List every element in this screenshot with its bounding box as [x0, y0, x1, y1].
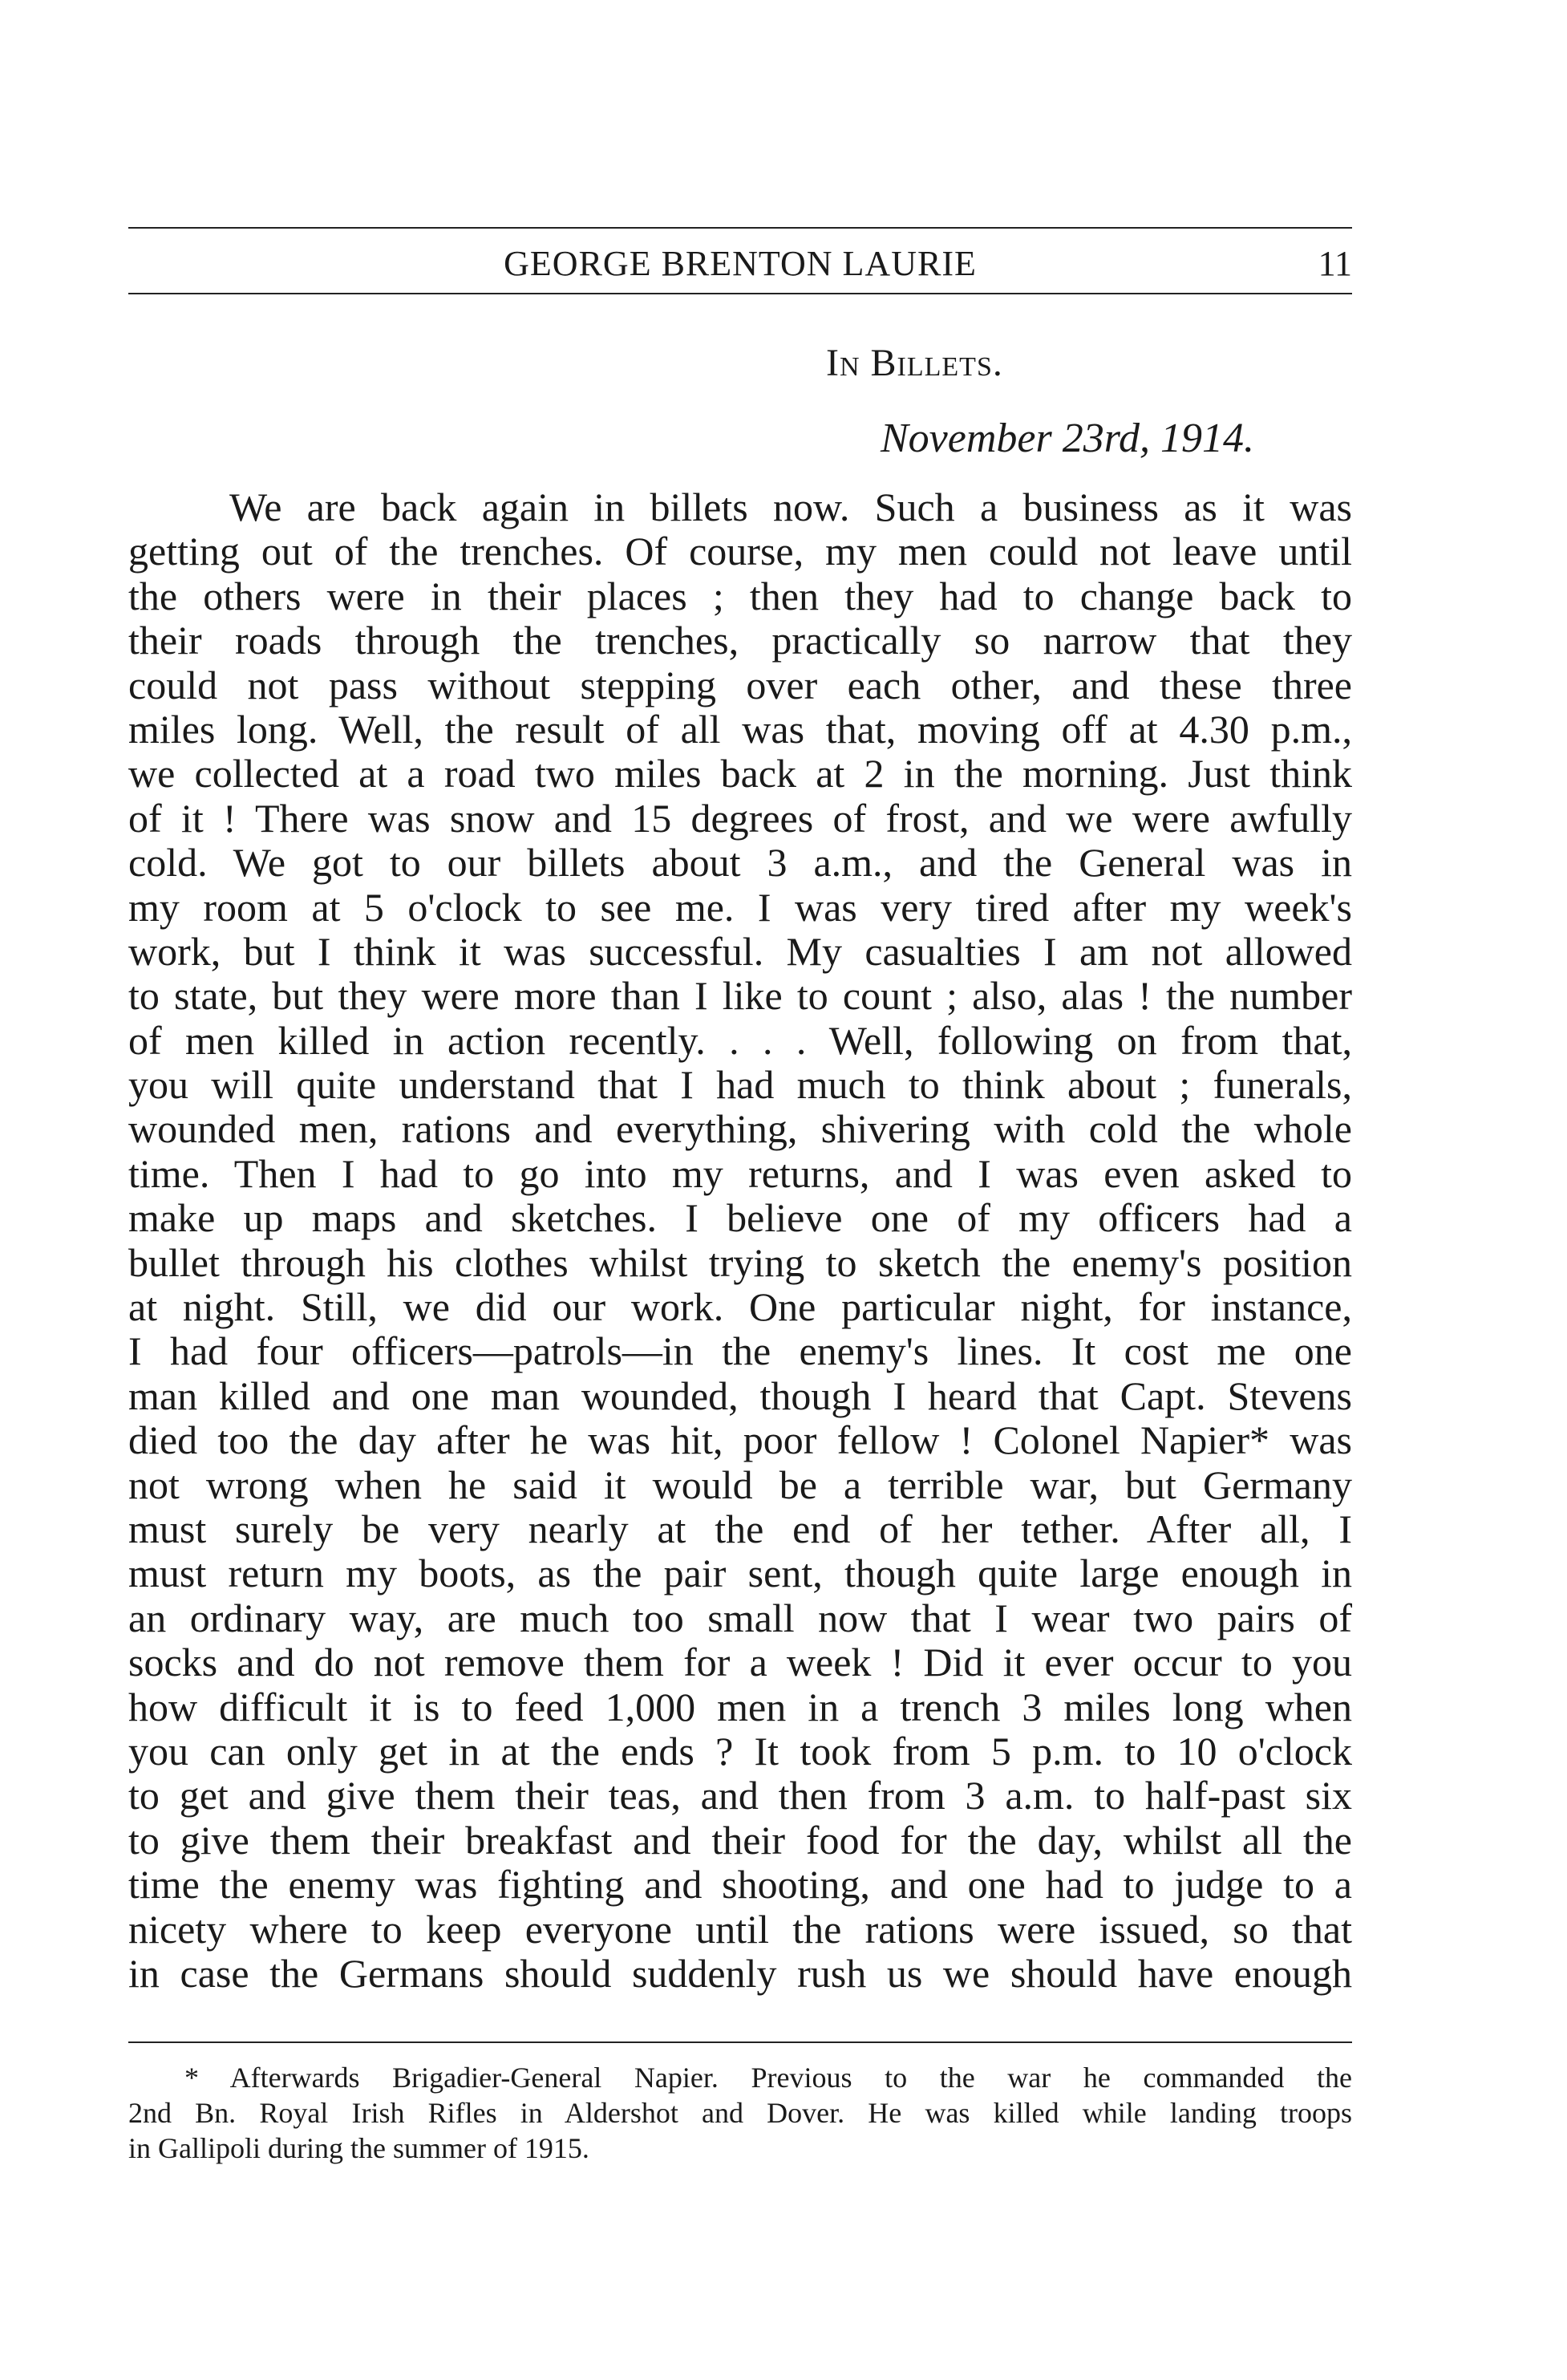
body-line: we collected at a road two miles back at 2 in the morning. Just think [128, 751, 1352, 797]
body-line: of it ! There was snow and 15 degrees of frost, and we were awfully [128, 795, 1352, 841]
body-line: to give them their breakfast and their food for the day, whilst all the [128, 1817, 1352, 1863]
body-line: time the enemy was fighting and shooting, and one had to judge to a [128, 1862, 1352, 1908]
section-heading: In Billets. [826, 342, 1003, 384]
body-line: wounded men, rations and everything, shivering with cold the whole [128, 1106, 1352, 1152]
body-line: must return my boots, as the pair sent, though quite large enough in [128, 1551, 1352, 1596]
body-line: We are back again in billets now. Such a business as it was [229, 485, 1352, 529]
body-line: miles long. Well, the result of all was that, moving off at 4.30 p.m., [128, 706, 1352, 752]
body-line: socks and do not remove them for a week ! Did it ever occur to you [128, 1640, 1352, 1685]
body-line: cold. We got to our billets about 3 a.m., and the General was in [128, 840, 1352, 886]
footnote [128, 2060, 1352, 2166]
body-line: getting out of the trenches. Of course, my men could not leave until [128, 529, 1352, 574]
body-line: work, but I think it was successful. My casualties I am not allowed [128, 928, 1352, 974]
body-line: in case the Germans should suddenly rush us we should have enough [128, 1950, 1352, 1996]
footnote-line: in Gallipoli during the summer of 1915. [128, 2132, 589, 2164]
dateline: November 23rd, 1914. [881, 416, 1255, 461]
running-head: GEORGE BRENTON LAURIE [504, 244, 977, 283]
body-line: of men killed in action recently. . . . Well, following on from that, [128, 1017, 1352, 1063]
body-text [128, 485, 1352, 1996]
body-line: you can only get in at the ends ? It took from 5 p.m. to 10 o'clock [128, 1728, 1352, 1774]
footnote-line: * Afterwards Brigadier-General Napier. Previous to the war he commanded the [184, 2062, 1352, 2094]
body-line: bullet through his clothes whilst trying to sketch the enemy's position [128, 1239, 1352, 1285]
body-line: you will quite understand that I had much to think about ; funerals, [128, 1062, 1352, 1108]
body-line: to state, but they were more than I like to count ; also, alas ! the number [128, 973, 1352, 1019]
footnote-divider [128, 2041, 1352, 2043]
body-line: make up maps and sketches. I believe one of my officers had a [128, 1195, 1352, 1241]
page-header [128, 227, 1352, 294]
body-line: must surely be very nearly at the end of her tether. After all, I [128, 1506, 1352, 1551]
body-line: the others were in their places ; then they had to change back to [128, 573, 1352, 618]
body-line: nicety where to keep everyone until the rations were issued, so that [128, 1906, 1352, 1952]
body-line: died too the day after he was hit, poor fellow ! Colonel Napier* was [128, 1417, 1352, 1463]
body-line: my room at 5 o'clock to see me. I was very tired after my week's [128, 884, 1352, 930]
body-line: man killed and one man wounded, though I heard that Capt. Stevens [128, 1372, 1352, 1418]
body-line: could not pass without stepping over each other, and these three [128, 662, 1352, 708]
body-line: to get and give them their teas, and then from 3 a.m. to half-past six [128, 1773, 1352, 1818]
body-line: time. Then I had to go into my returns, and I was even asked to [128, 1150, 1352, 1196]
body-line: not wrong when he said it would be a terrible war, but Germany [128, 1462, 1352, 1507]
body-line: at night. Still, we did our work. One particular night, for instance, [128, 1284, 1352, 1330]
body-line: an ordinary way, are much too small now that I wear two pairs of [128, 1595, 1352, 1640]
body-line: I had four officers—patrols—in the enemy's lines. It cost me one [128, 1328, 1352, 1374]
page-number: 11 [1318, 244, 1352, 283]
footnote-line: 2nd Bn. Royal Irish Rifles in Aldershot and Dover. He was killed while landing troops [128, 2097, 1352, 2129]
body-line: how difficult it is to feed 1,000 men in a trench 3 miles long when [128, 1684, 1352, 1729]
body-line: their roads through the trenches, practically so narrow that they [128, 618, 1352, 663]
